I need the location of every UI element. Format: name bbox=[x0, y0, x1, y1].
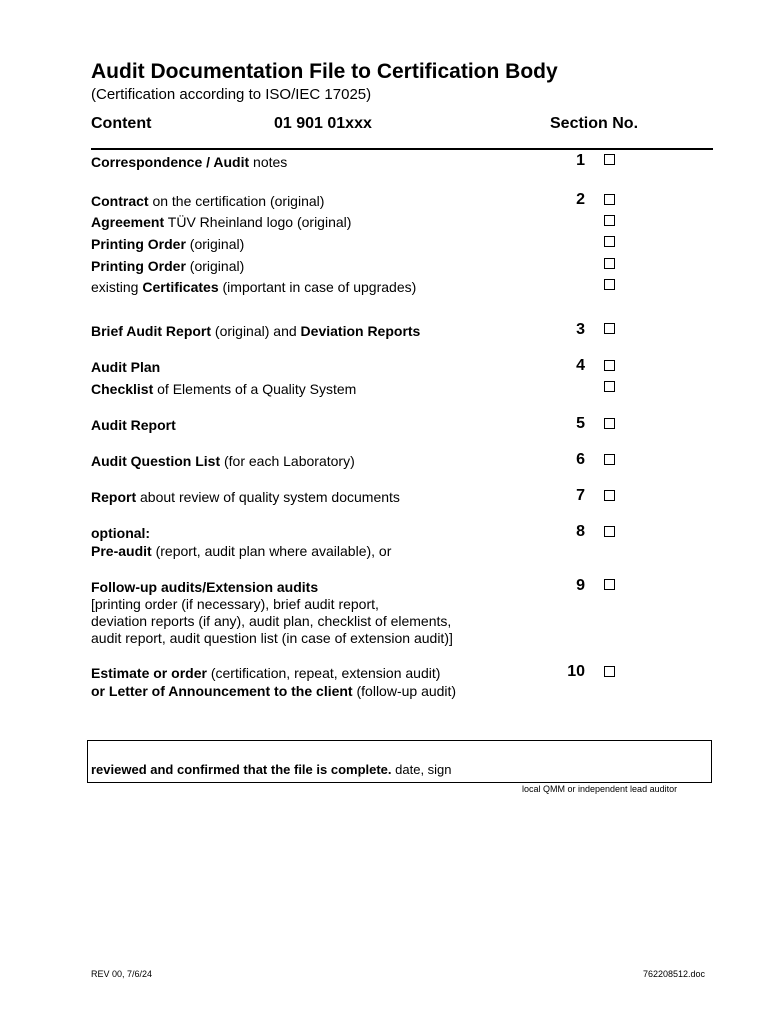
list-item: or Letter of Announcement to the client (follow-up audit) bbox=[91, 683, 457, 699]
section-number: 3 bbox=[576, 321, 585, 338]
list-item: Pre-audit (report, audit plan where available), or bbox=[91, 543, 392, 559]
list-item: Report about review of quality system documents bbox=[91, 489, 400, 505]
list-item: Audit Report bbox=[91, 417, 176, 433]
list-item: Audit Question List (for each Laboratory) bbox=[91, 453, 355, 469]
checkbox[interactable] bbox=[604, 579, 615, 590]
list-item: Printing Order (original) bbox=[91, 236, 245, 252]
checkbox[interactable] bbox=[604, 215, 615, 226]
document-title: Audit Documentation File to Certification Body bbox=[91, 60, 558, 83]
section-number: 2 bbox=[576, 191, 585, 208]
list-item: Checklist of Elements of a Quality System bbox=[91, 381, 357, 397]
list-item: Printing Order (original) bbox=[91, 258, 245, 274]
checkbox[interactable] bbox=[604, 360, 615, 371]
section-number: 8 bbox=[576, 523, 585, 540]
list-item: Audit Plan bbox=[91, 359, 161, 375]
list-item: optional: bbox=[91, 525, 151, 541]
list-item: Estimate or order (certification, repeat, extension audit) bbox=[91, 665, 441, 681]
section-number: 4 bbox=[576, 357, 585, 374]
checkbox[interactable] bbox=[604, 526, 615, 537]
checkbox[interactable] bbox=[604, 258, 615, 269]
checkbox[interactable] bbox=[604, 454, 615, 465]
section-number: 5 bbox=[576, 415, 585, 432]
signer-role: local QMM or independent lead auditor bbox=[522, 784, 678, 794]
checkbox[interactable] bbox=[604, 194, 615, 205]
list-item: Brief Audit Report (original) and Deviation Reports bbox=[91, 323, 421, 339]
file-name: 762208512.doc bbox=[643, 969, 706, 979]
header-divider bbox=[91, 148, 713, 150]
section-number: 10 bbox=[567, 663, 585, 680]
document-subtitle: (Certification according to ISO/IEC 17025) bbox=[91, 86, 372, 103]
checkbox[interactable] bbox=[604, 323, 615, 334]
list-item: existing Certificates (important in case of upgrades) bbox=[91, 279, 417, 295]
list-item: Correspondence / Audit notes bbox=[91, 154, 288, 170]
section-number: 7 bbox=[576, 487, 585, 504]
confirmation-text: reviewed and confirmed that the file is complete. date, sign bbox=[91, 762, 452, 777]
checkbox[interactable] bbox=[604, 490, 615, 501]
checkbox[interactable] bbox=[604, 154, 615, 165]
checkbox[interactable] bbox=[604, 381, 615, 392]
section-number: 1 bbox=[576, 152, 585, 169]
section-number: 9 bbox=[576, 577, 585, 594]
list-item: [printing order (if necessary), brief audit report, bbox=[91, 596, 379, 612]
checkbox[interactable] bbox=[604, 236, 615, 247]
list-item: audit report, audit question list (in case of extension audit)] bbox=[91, 630, 453, 646]
list-item: Follow-up audits/Extension audits bbox=[91, 579, 319, 595]
checkbox[interactable] bbox=[604, 279, 615, 290]
list-item: deviation reports (if any), audit plan, checklist of elements, bbox=[91, 613, 452, 629]
list-item: Contract on the certification (original) bbox=[91, 193, 325, 209]
revision-label: REV 00, 7/6/24 bbox=[91, 969, 153, 979]
checkbox[interactable] bbox=[604, 666, 615, 677]
list-item: Agreement TÜV Rheinland logo (original) bbox=[91, 214, 352, 230]
file-number: 01 901 01xxx bbox=[274, 115, 372, 132]
section-label: Section No. bbox=[550, 115, 639, 132]
section-number: 6 bbox=[576, 451, 585, 468]
checkbox[interactable] bbox=[604, 418, 615, 429]
content-label: Content bbox=[91, 115, 152, 132]
